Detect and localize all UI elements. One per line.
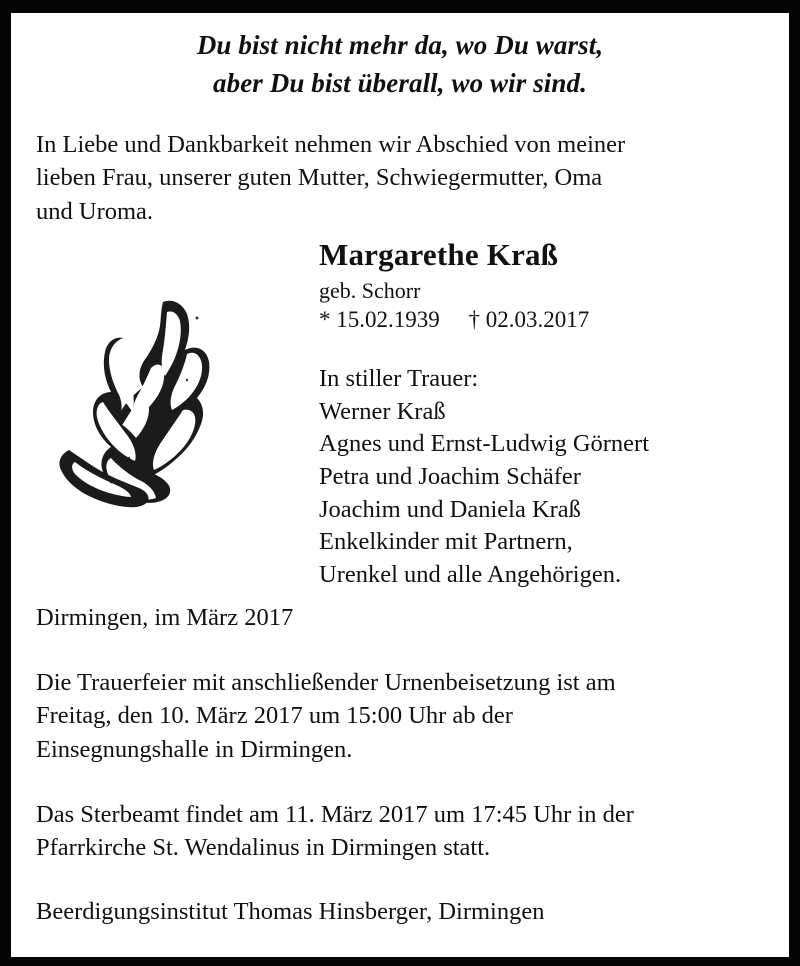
mass-paragraph	[36, 798, 765, 865]
intro-line-3: und Uroma.	[36, 197, 154, 225]
ceremony-line-1: Die Trauerfeier mit anschließender Urnenbeisetzung ist am	[36, 668, 616, 696]
intro-line-2: lieben Frau, unserer guten Mutter, Schwiegermutter, Oma	[36, 164, 603, 192]
mourner-name: Joachim und Daniela Kraß	[319, 495, 581, 523]
deceased-name: Margarethe Kraß	[319, 237, 559, 273]
closing-block	[35, 601, 765, 928]
deceased-dates: * 15.02.1939 † 02.03.2017	[319, 307, 590, 333]
intro-paragraph	[35, 128, 765, 229]
praying-hands-illustration	[51, 292, 241, 517]
place-and-date: Dirmingen, im März 2017	[36, 604, 294, 632]
ceremony-line-2: Freitag, den 10. März 2017 um 15:00 Uhr ab der	[36, 702, 513, 730]
mourner-name: Agnes und Ernst-Ludwig Görnert	[319, 430, 650, 458]
deceased-maiden-name: geb. Schorr	[319, 277, 421, 303]
intro-line-1: In Liebe und Dankbarkeit nehmen wir Abschied von meiner	[36, 130, 626, 158]
mourners-heading: In stiller Trauer:	[319, 365, 479, 393]
mourner-name: Werner Kraß	[319, 397, 446, 425]
notice-inner	[11, 13, 789, 957]
epigraph-line-2: aber Du bist überall, wo wir sind.	[213, 68, 587, 99]
epigraph-line-1: Du bist nicht mehr da, wo Du warst,	[196, 30, 604, 60]
mourner-name: Petra und Joachim Schäfer	[319, 462, 581, 490]
epigraph	[35, 13, 765, 103]
mass-line-2: Pfarrkirche St. Wendalinus in Dirmingen statt.	[36, 834, 491, 862]
ceremony-line-3: Einsegnungshalle in Dirmingen.	[36, 735, 353, 763]
ceremony-paragraph	[36, 666, 765, 767]
mass-line-1: Das Sterbeamt findet am 11. März 2017 um 17:45 Uhr in der	[36, 800, 634, 828]
mourner-name: Enkelkinder mit Partnern,	[319, 528, 573, 556]
undertaker-line: Beerdigungsinstitut Thomas Hinsberger, Dirmingen	[36, 897, 545, 925]
middle-block	[35, 234, 765, 591]
mourners-block	[319, 363, 765, 591]
mourner-name: Urenkel und alle Angehörigen.	[319, 560, 622, 588]
deceased-block	[319, 234, 765, 335]
